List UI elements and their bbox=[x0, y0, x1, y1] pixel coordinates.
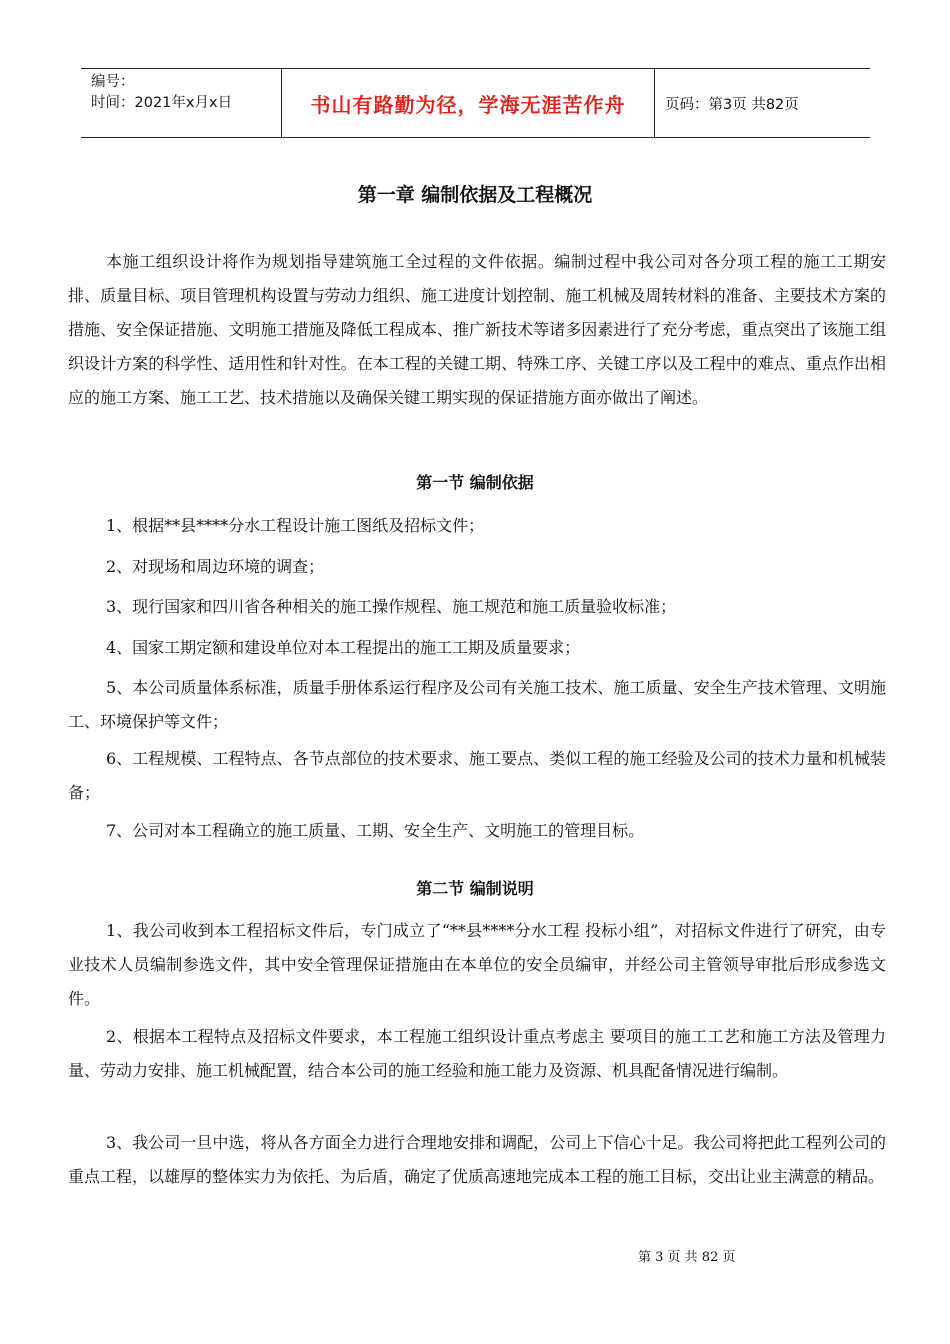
header-table bbox=[81, 68, 870, 138]
page-footer: 第 3 页 共 82 页 bbox=[638, 1250, 736, 1265]
chapter-title: 第一章 编制依据及工程概况 bbox=[357, 184, 593, 206]
date-label: 时间：2021年x月x日 bbox=[91, 95, 233, 111]
section-1-item: 6、工程规模、工程特点、各节点部位的技术要求、施工要点、类似工程的施工经验及公司的技术力量和机械装备； bbox=[68, 749, 886, 802]
number-label: 编号： bbox=[91, 74, 135, 90]
section-1-item: 5、本公司质量体系标准，质量手册体系运行程序及公司有关施工技术、施工质量、安全生产技术管理、文明施工、环境保护等文件； bbox=[68, 678, 886, 731]
header-motto: 书山有路勤为径，学海无涯苦作舟 bbox=[281, 69, 655, 137]
section-1-item: 2、对现场和周边环境的调查； bbox=[106, 557, 325, 576]
header-page-label: 页码：第3页 共82页 bbox=[665, 96, 799, 113]
section-2-item: 3、我公司一旦中选，将从各方面全力进行合理地安排和调配，公司上下信心十足。我公司将把此工程列公司的重点工程，以雄厚的整体实力为依托、为后盾，确定了优质高速地完成本工程的施工目标，交出让业主满意的精品。 bbox=[68, 1133, 886, 1186]
section-2-item: 1、我公司收到本工程招标文件后，专门成立了“**县****分水工程 投标小组”，对招标文件进行了研究，由专业技术人员编制参选文件，其中安全管理保证措施由在本单位的安全员编审，并经公司主管领导审批后形成参选文件。 bbox=[68, 921, 886, 1008]
intro-paragraph: 本施工组织设计将作为规划指导建筑施工全过程的文件依据。编制过程中我公司对各分项工程的施工工期安排、质量目标、项目管理机构设置与劳动力组织、施工进度计划控制、施工机械及周转材料的准备、主要技术方案的措施、安全保证措施、文明施工措施及降低工程成本、推广新技术等诸多因素进行了充分考虑，重点突出了该施工组织设计方案的科学性、适用性和针对性。在本工程的关键工期、特殊工序、关键工序以及工程中的难点、重点作出相应的施工方案、施工工艺、技术措施以及确保关键工期实现的保证措施方面亦做出了阐述。 bbox=[68, 252, 886, 407]
section-1-title: 第一节 编制依据 bbox=[416, 473, 534, 492]
section-2-item: 2、根据本工程特点及招标文件要求，本工程施工组织设计重点考虑主 要项目的施工工艺和施工方法及管理力量、劳动力安排、施工机械配置，结合本公司的施工经验和施工能力及资源、机具配备情况进行编制。 bbox=[68, 1027, 886, 1080]
header-left-cell bbox=[81, 69, 281, 137]
section-2-title: 第二节 编制说明 bbox=[416, 879, 534, 898]
section-1-item: 4、国家工期定额和建设单位对本工程提出的施工工期及质量要求； bbox=[106, 638, 581, 657]
section-1-item: 7、公司对本工程确立的施工质量、工期、安全生产、文明施工的管理目标。 bbox=[106, 821, 645, 840]
section-1-item: 3、现行国家和四川省各种相关的施工操作规程、施工规范和施工质量验收标准； bbox=[106, 597, 677, 616]
section-1-item: 1、根据**县****分水工程设计施工图纸及招标文件； bbox=[106, 516, 485, 535]
